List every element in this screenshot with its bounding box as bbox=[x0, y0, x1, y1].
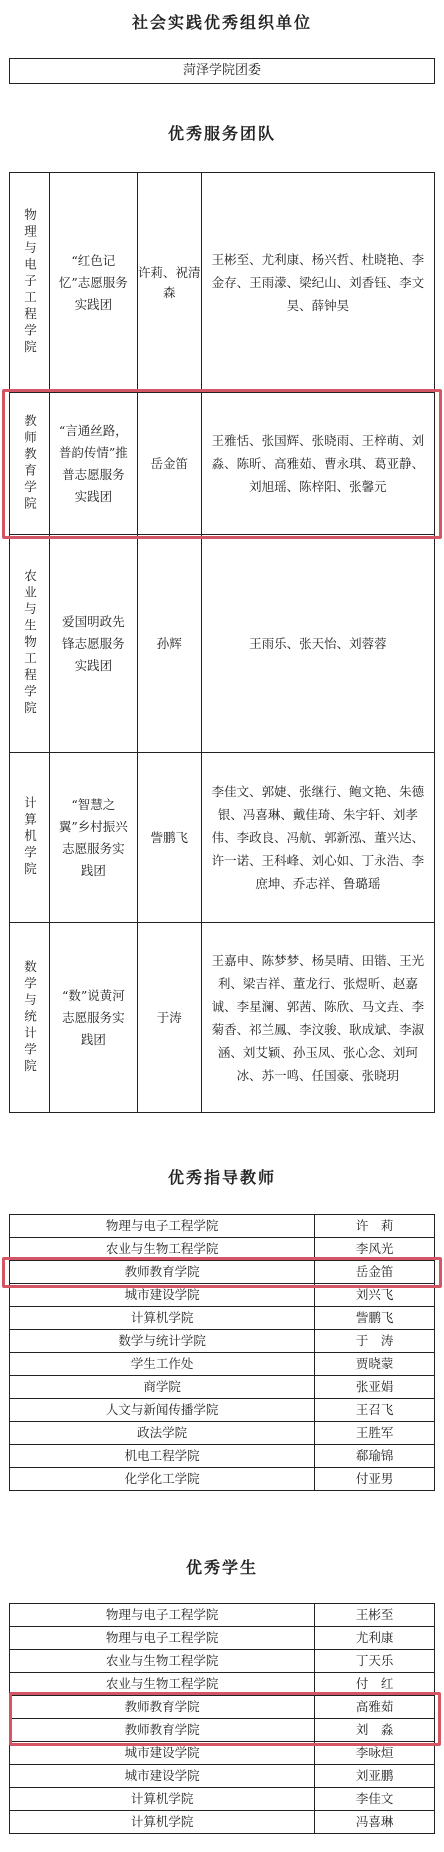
name-cell: 李咏烜 bbox=[315, 1742, 435, 1765]
team-name: “数”说黄河志愿服务实践团 bbox=[49, 923, 137, 1113]
college-cell: 物理与电子工程学院 bbox=[10, 1627, 315, 1650]
student-row bbox=[10, 1673, 435, 1696]
section-title-teachers: 优秀指导教师 bbox=[167, 1168, 276, 1187]
teacher-row bbox=[10, 1307, 435, 1330]
team-row bbox=[10, 535, 435, 753]
college-cell: 计算机学院 bbox=[10, 1788, 315, 1811]
student-row bbox=[10, 1650, 435, 1673]
team-name: “红色记忆”志愿服务实践团 bbox=[49, 173, 137, 393]
teacher-row bbox=[10, 1399, 435, 1422]
teacher-row bbox=[10, 1238, 435, 1261]
college-cell: 城市建设学院 bbox=[10, 1284, 315, 1307]
section-title-organization: 社会实践优秀组织单位 bbox=[131, 13, 312, 32]
name-cell: 王彬至 bbox=[315, 1604, 435, 1627]
college-cell: 教师教育学院 bbox=[10, 1696, 315, 1719]
name-cell: 李风光 bbox=[315, 1238, 435, 1261]
team-name: “智慧之翼”乡村振兴志愿服务实践团 bbox=[49, 753, 137, 923]
team-name: “言通丝路，普韵传情”推普志愿服务实践团 bbox=[49, 393, 137, 535]
team-members: 王雅恬、张国辉、张晓雨、王梓萌、刘淼、陈昕、高雅茹、曹永琪、葛亚静、刘旭瑶、陈梓阳、张馨元 bbox=[201, 393, 434, 535]
name-cell: 王胜军 bbox=[315, 1422, 435, 1445]
teacher-row bbox=[10, 1422, 435, 1445]
name-cell: 付 红 bbox=[315, 1673, 435, 1696]
teacher-row bbox=[10, 1353, 435, 1376]
name-cell: 刘亚鹏 bbox=[315, 1765, 435, 1788]
college-cell: 机电工程学院 bbox=[10, 1445, 315, 1468]
team-college: 农业与生物工程学院 bbox=[22, 569, 38, 718]
teacher-row bbox=[10, 1330, 435, 1353]
team-members: 王嘉申、陈梦梦、杨昊晴、田锴、王光利、梁吉祥、董龙行、张煜昕、赵嘉诚、李星澜、郭茜、陈欣、马文垚、李菊香、祁兰鳳、李汶骏、耿成斌、李淑涵、刘艾颖、孙玉凤、张心念、刘珂冰、苏一鸣、任国豪、张晓玥 bbox=[201, 923, 434, 1113]
team-members: 李佳文、郭婕、张继行、鲍文艳、朱德银、冯喜琳、戴佳琦、朱宇轩、刘孝伟、李政良、冯航、郭新泓、董兴达、许一诺、王科峰、刘心如、丁永浩、李庶坤、乔志祥、鲁璐瑶 bbox=[201, 753, 434, 923]
name-cell: 尤利康 bbox=[315, 1627, 435, 1650]
teacher-row bbox=[10, 1215, 435, 1238]
name-cell: 高雅茹 bbox=[315, 1696, 435, 1719]
teacher-row bbox=[10, 1445, 435, 1468]
section-title-students: 优秀学生 bbox=[185, 1558, 258, 1577]
teacher-row bbox=[10, 1376, 435, 1399]
name-cell: 王召飞 bbox=[315, 1399, 435, 1422]
name-cell: 郗瑜锦 bbox=[315, 1445, 435, 1468]
name-cell: 丁天乐 bbox=[315, 1650, 435, 1673]
team-college: 计算机学院 bbox=[22, 796, 38, 879]
student-row bbox=[10, 1604, 435, 1627]
name-cell: 于 涛 bbox=[315, 1330, 435, 1353]
college-cell: 商学院 bbox=[10, 1376, 315, 1399]
service-team-table bbox=[9, 172, 435, 1113]
teacher-table bbox=[9, 1214, 435, 1491]
college-cell: 教师教育学院 bbox=[10, 1261, 315, 1284]
team-leader: 孙辉 bbox=[137, 535, 201, 753]
college-cell: 化学化工学院 bbox=[10, 1468, 315, 1491]
college-cell: 学生工作处 bbox=[10, 1353, 315, 1376]
team-leader: 岳金笛 bbox=[137, 393, 201, 535]
name-cell: 岳金笛 bbox=[315, 1261, 435, 1284]
teacher-row bbox=[10, 1468, 435, 1491]
teacher-row bbox=[10, 1261, 435, 1284]
team-leader: 许莉、祝清森 bbox=[137, 173, 201, 393]
name-cell: 刘 淼 bbox=[315, 1719, 435, 1742]
team-leader: 于涛 bbox=[137, 923, 201, 1113]
college-cell: 农业与生物工程学院 bbox=[10, 1673, 315, 1696]
college-cell: 城市建设学院 bbox=[10, 1765, 315, 1788]
college-cell: 数学与统计学院 bbox=[10, 1330, 315, 1353]
student-row bbox=[10, 1765, 435, 1788]
college-cell: 计算机学院 bbox=[10, 1811, 315, 1834]
student-row bbox=[10, 1788, 435, 1811]
student-row bbox=[10, 1627, 435, 1650]
team-college: 物理与电子工程学院 bbox=[22, 208, 38, 357]
name-cell: 刘兴飞 bbox=[315, 1284, 435, 1307]
college-cell: 计算机学院 bbox=[10, 1307, 315, 1330]
college-cell: 城市建设学院 bbox=[10, 1742, 315, 1765]
team-members: 王彬至、尤利康、杨兴哲、杜晓艳、李金存、王雨濛、梁纪山、刘香钰、李文昊、薛钟昊 bbox=[201, 173, 434, 393]
name-cell: 贾晓蒙 bbox=[315, 1353, 435, 1376]
team-row bbox=[10, 923, 435, 1113]
team-row bbox=[10, 173, 435, 393]
teacher-row bbox=[10, 1284, 435, 1307]
student-row bbox=[10, 1696, 435, 1719]
college-cell: 政法学院 bbox=[10, 1422, 315, 1445]
student-row bbox=[10, 1811, 435, 1834]
team-leader: 訾鹏飞 bbox=[137, 753, 201, 923]
team-name: 爱国明政先锋志愿服务实践团 bbox=[49, 535, 137, 753]
college-cell: 农业与生物工程学院 bbox=[10, 1238, 315, 1261]
team-college: 数学与统计学院 bbox=[22, 959, 38, 1076]
college-cell: 人文与新闻传播学院 bbox=[10, 1399, 315, 1422]
organization-unit-box: 菏泽学院团委 bbox=[9, 58, 435, 84]
team-members: 王雨乐、张天怡、刘蓉蓉 bbox=[201, 535, 434, 753]
name-cell: 冯喜琳 bbox=[315, 1811, 435, 1834]
name-cell: 付亚男 bbox=[315, 1468, 435, 1491]
college-cell: 物理与电子工程学院 bbox=[10, 1215, 315, 1238]
section-title-service-team: 优秀服务团队 bbox=[167, 124, 276, 143]
college-cell: 物理与电子工程学院 bbox=[10, 1604, 315, 1627]
team-row bbox=[10, 393, 435, 535]
name-cell: 许 莉 bbox=[315, 1215, 435, 1238]
name-cell: 张亚娟 bbox=[315, 1376, 435, 1399]
name-cell: 李佳文 bbox=[315, 1788, 435, 1811]
student-row bbox=[10, 1719, 435, 1742]
team-row bbox=[10, 753, 435, 923]
college-cell: 教师教育学院 bbox=[10, 1719, 315, 1742]
name-cell: 訾鹏飞 bbox=[315, 1307, 435, 1330]
college-cell: 农业与生物工程学院 bbox=[10, 1650, 315, 1673]
team-college: 教师教育学院 bbox=[22, 414, 38, 513]
student-row bbox=[10, 1742, 435, 1765]
student-table bbox=[9, 1603, 435, 1834]
